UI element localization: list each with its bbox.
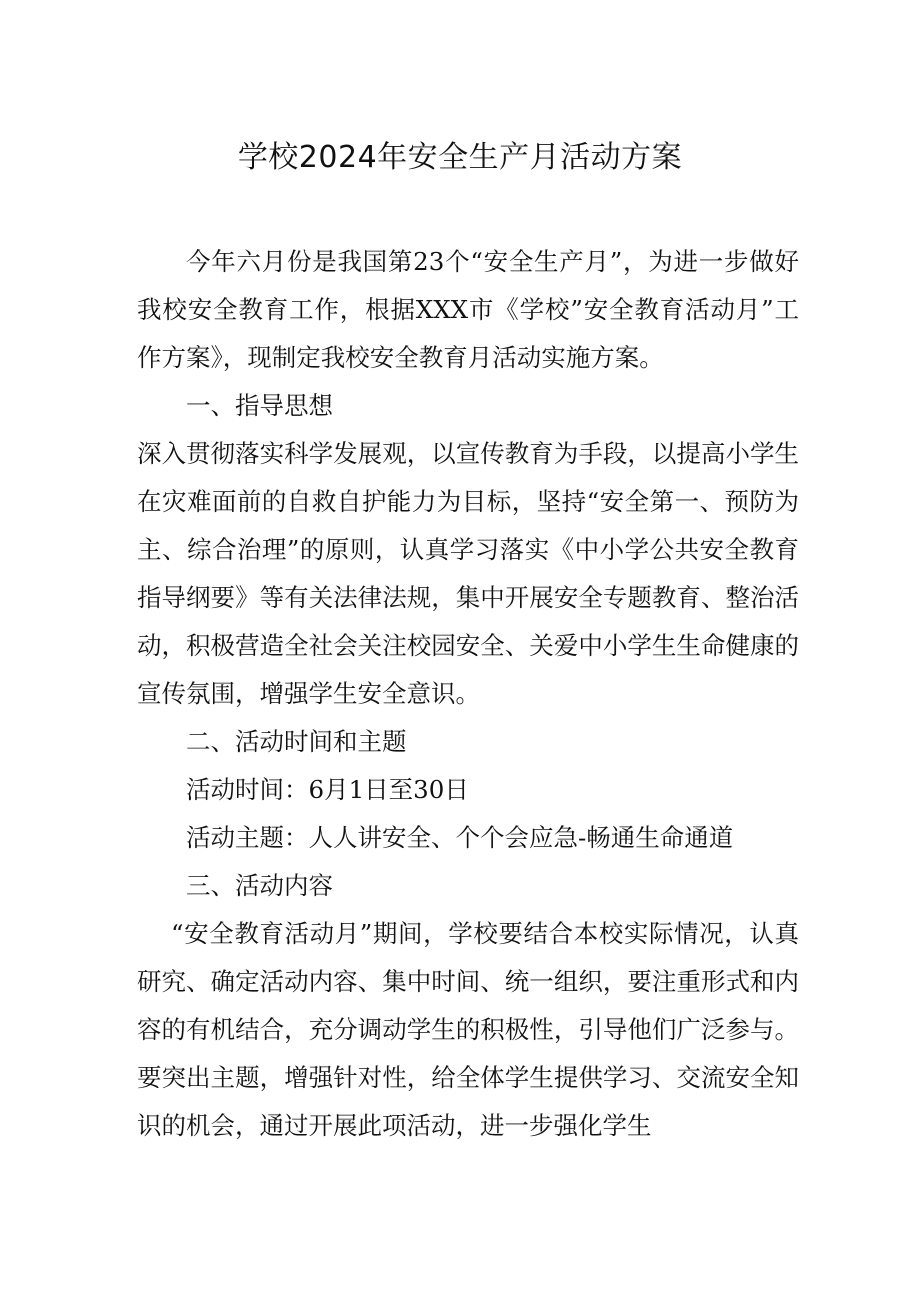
document-title: 学校2024年安全生产月活动方案: [237, 140, 683, 175]
guiding-ideology-paragraph: 深入贯彻落实科学发展观，以宣传教育为手段，以提高小学生在灾难面前的自救自护能力为目标，坚持“安全第一、预防为主、综合治理”的原则，认真学习落实《中小学公共安全教育指导纲要》等有关法律法规，集中开展安全专题教育、整治活动，积极营造全社会关注校园安全、关爱中小学生生命健康的宣传氛围，增强学生安全意识。: [137, 439, 799, 708]
section-heading-guiding-ideology: 一、指导思想: [186, 391, 333, 420]
intro-paragraph: 今年六月份是我国第23个“安全生产月”，为进一步做好我校安全教育工作，根据XXX市《学校”安全教育活动月”工作方案》，现制定我校安全教育月活动实施方案。: [137, 247, 799, 372]
section-heading-activity-content: 三、活动内容: [186, 871, 333, 900]
activity-content-paragraph: “安全教育活动月”期间，学校要结合本校实际情况，认真研究、确定活动内容、集中时间、统一组织，要注重形式和内容的有机结合，充分调动学生的积极性，引导他们广泛参与。要突出主题，增强针对性，给全体学生提供学习、交流安全知识的机会，通过开展此项活动，进一步强化学生: [137, 919, 799, 1140]
document-body: [137, 238, 799, 1150]
activity-time-line: 活动时间：6月1日至30日: [186, 775, 469, 804]
activity-theme-line: 活动主题：人人讲安全、个个会应急-畅通生命通道: [186, 823, 734, 852]
section-heading-time-and-theme: 二、活动时间和主题: [186, 727, 407, 756]
